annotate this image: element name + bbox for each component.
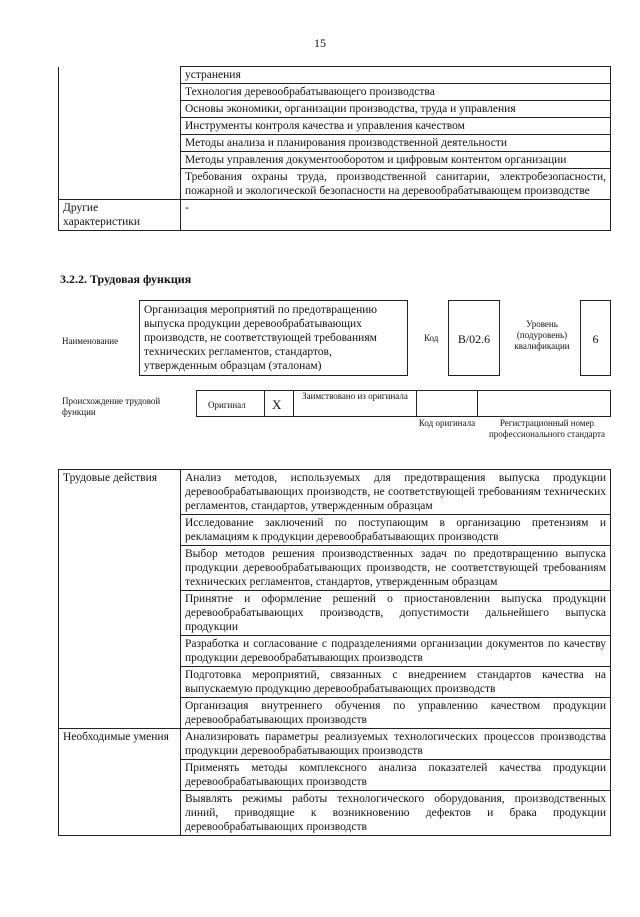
- knowledge-item: Методы анализа и планирования производственной деятельности: [181, 135, 611, 152]
- skill-item: Применять методы комплексного анализа показателей качества продукции деревообрабатывающих производств: [181, 760, 611, 791]
- other-characteristics-label: Другие характеристики: [59, 200, 181, 231]
- labor-action-item: Подготовка мероприятий, связанных с внедрением стандартов качества на выпускаемую продукцию деревообрабатывающих производств: [181, 667, 611, 698]
- original-mark: X: [272, 397, 282, 412]
- origin-label: Происхождение трудовой функции: [62, 396, 161, 417]
- labor-action-item: Разработка и согласование с подразделениями организации документов по качеству продукции деревообрабатывающих производств: [181, 636, 611, 667]
- skill-item: Выявлять режимы работы технологического оборудования, производственных линий, приводящие к возникновению дефектов и брака продукции деревообрабатывающих производств: [181, 791, 611, 836]
- borrowed-label: Заимствовано из оригинала: [302, 391, 408, 401]
- level-label: Уровень (подуровень) квалификации: [514, 319, 570, 351]
- knowledge-item: Основы экономики, организации производства, труда и управления: [181, 101, 611, 118]
- labor-action-item: Организация внутреннего обучения по управлению качеством продукции деревообрабатывающих производств: [181, 698, 611, 729]
- knowledge-item: Методы управления документооборотом и цифровым контентом организации: [181, 152, 611, 169]
- skills-label: Необходимые умения: [59, 729, 181, 836]
- skill-item: Анализировать параметры реализуемых технологических процессов производства продукции деревообрабатывающих производств: [181, 729, 611, 760]
- reg-number-caption: Регистрационный номер профессионального стандарта: [488, 418, 606, 439]
- code-label: Код: [424, 333, 439, 343]
- original-label: Оригинал: [208, 400, 246, 410]
- knowledge-label-cell: [59, 67, 181, 200]
- function-code-box: B/02.6: [448, 300, 500, 376]
- other-characteristics-value: -: [181, 200, 611, 231]
- actions-skills-table: [58, 469, 611, 836]
- labor-action-item: Выбор методов решения производственных задач по предотвращению выпуска продукции деревообрабатывающих производств, не соответствующей требованиям технических регламентов, стандартов, утвержденным образцам: [181, 546, 611, 591]
- knowledge-item: Технология деревообрабатывающего производства: [181, 84, 611, 101]
- origin-divider: [416, 390, 417, 417]
- section-heading: 3.2.2. Трудовая функция: [60, 272, 192, 286]
- labor-action-item: Принятие и оформление решений о приостановлении выпуска продукции деревообрабатывающих производств, допустимости дальнейшего выпуска продукции: [181, 591, 611, 636]
- labor-action-item: Исследование заключений по поступающим в организацию претензиям и рекламациям к продукции деревообрабатывающих производств: [181, 515, 611, 546]
- knowledge-table: [58, 66, 611, 231]
- code-original-caption: Код оригинала: [418, 418, 476, 428]
- knowledge-item: устранения: [181, 67, 611, 84]
- origin-divider: [293, 390, 294, 417]
- origin-divider: [477, 390, 478, 417]
- function-name-box: Организация мероприятий по предотвращению выпуска продукции деревообрабатывающих производств, не соответствующей требованиям технических регламентов, стандартов, утвержденным образцам (эталонам): [139, 300, 408, 376]
- knowledge-item: Инструменты контроля качества и управления качеством: [181, 118, 611, 135]
- labor-action-item: Анализ методов, используемых для предотвращения выпуска продукции деревообрабатывающих производств, не соответствующей требованиям технических регламентов, стандартов, утвержденным образцам: [181, 470, 611, 515]
- level-value-box: 6: [580, 300, 611, 376]
- page-number: 15: [314, 36, 326, 50]
- labor-actions-label: Трудовые действия: [59, 470, 181, 729]
- knowledge-item: Требования охраны труда, производственной санитарии, электробезопасности, пожарной и экологической безопасности на деревообрабатывающем производстве: [181, 169, 611, 200]
- origin-divider: [264, 390, 265, 417]
- name-label: Наименование: [62, 336, 119, 346]
